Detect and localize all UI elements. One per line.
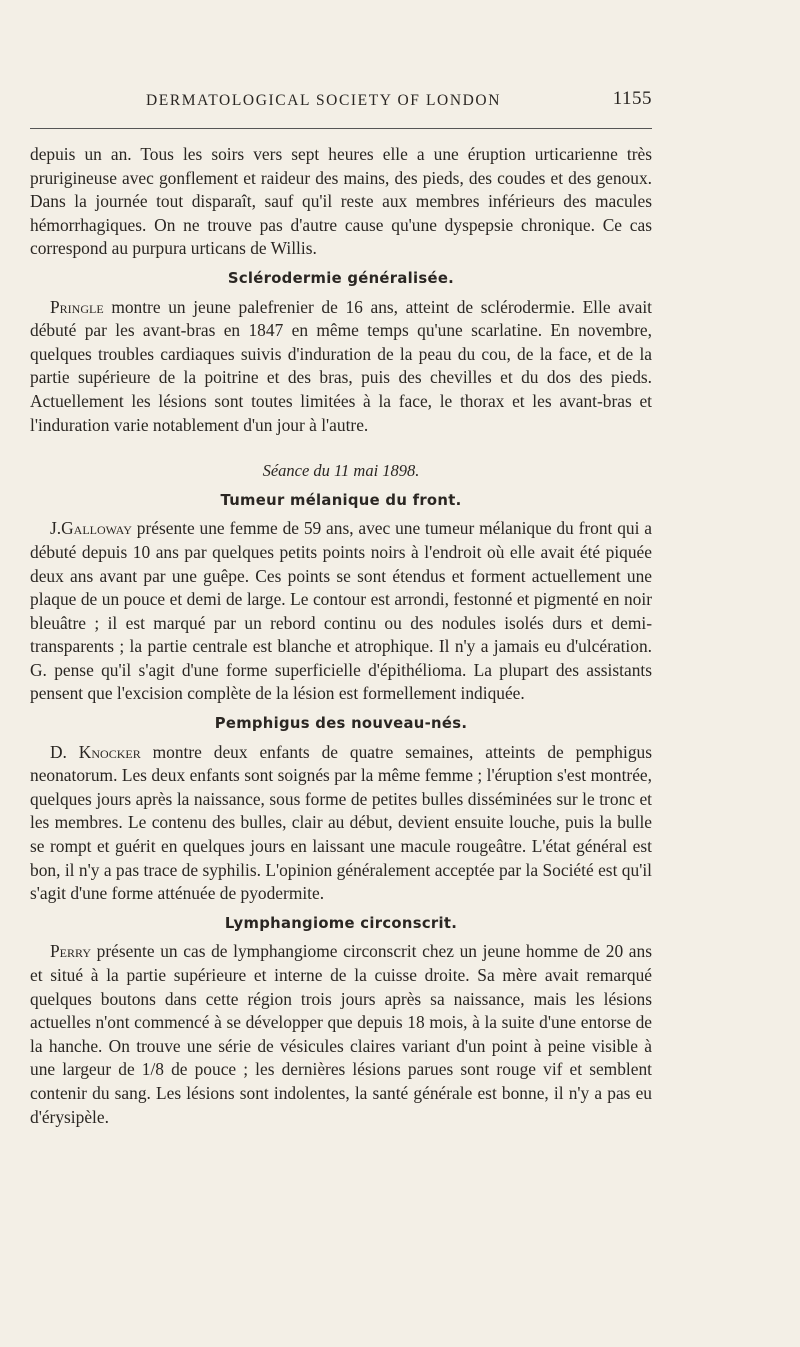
- page-body: [30, 143, 652, 1129]
- author-name: J.Galloway: [50, 518, 132, 539]
- paragraph-text: présente une femme de 59 ans, avec une tumeur mélanique du front qui a débuté depuis 10 ans par quelques petits points noirs à l'endroit où elle avait été piquée deux ans avant par une guêpe. Ces points se sont étendus et forment actuellement une plaque de un pouce et demi de large. Le contour est arrondi, festonné et pigmenté en noir bleuâtre ; il est marqué par un rebord continu ou des nodules isolés durs et demi-transparents ; la partie centrale est blanche et atrophique. Il n'y a jamais eu d'ulcération. G. pense qu'il s'agit d'une forme superficielle d'épithélioma. La plupart des assistants pensent que l'excision complète de la lésion est formellement indiquée.: [30, 518, 652, 704]
- paragraph-text: montre un jeune palefrenier de 16 ans, atteint de sclérodermie. Elle avait débuté par les avant-bras en 1847 en même temps qu'une scarlatine. En novembre, quelques troubles cardiaques suivis d'induration de la peau du cou, de la face, et de la partie supérieure de la poitrine et des bras, puis des chevilles et du dos des pieds. Actuellement les lésions sont toutes limitées à la face, le thorax et les avant-bras et l'induration varie notablement d'un jour à l'autre.: [30, 296, 652, 435]
- section-heading-lymphangiome: Lymphangiome circonscrit.: [224, 914, 458, 932]
- section-heading-sclerodermie: Sclérodermie généralisée.: [227, 269, 455, 287]
- paragraph-sclerodermie: [30, 296, 652, 438]
- paragraph-text: présente un cas de lymphangiome circonscrit chez un jeune homme de 20 ans et situé à la partie supérieure et interne de la cuisse droite. Sa mère avait remarqué quelques boutons dans cette région trois jours après sa naissance, mais les lésions actuelles n'ont commencé à se développer que depuis 18 mois, à la suite d'une entorse de la hanche. On trouve une série de vésicules claires variant d'un point à peine visible à une largeur de 1/8 de pouce ; les dernières lésions parues sont rouge vif et semblent contenir du sang. Les lésions sont indolentes, la santé générale est bonne, il n'y a pas eu d'érysipèle.: [30, 941, 652, 1127]
- paragraph-lymphangiome: [30, 940, 652, 1129]
- page-header: [30, 88, 652, 118]
- paragraph-tumeur: [30, 517, 652, 706]
- section-heading-pemphigus: Pemphigus des nouveau-nés.: [214, 715, 468, 733]
- paragraph-continued: depuis un an. Tous les soirs vers sept heures elle a une éruption urticarienne très prurigineuse avec gonflement et raideur des mains, des pieds, des coudes et des genoux. Dans la journée tout disparaît, sauf qu'il reste aux membres inférieurs des macules hémorrhagiques. On ne trouve pas d'autre cause qu'une dyspepsie chronique. Ce cas correspond au purpura urticans de Willis.: [30, 144, 652, 259]
- paragraph-text: montre deux enfants de quatre semaines, atteints de pemphigus neonatorum. Les deux enfants sont soignés par la même femme ; l'éruption s'est montrée, quelques jours après la naissance, sous forme de petites bulles disséminées sur le tronc et les membres. Le contenu des bulles, clair au début, devient ensuite louche, puis la bulle se rompt et guérit en quelques jours en laissant une macule rougeâtre. L'état général est bon, il n'y a pas trace de syphilis. L'opinion généralement acceptée par la Société est qu'il s'agit d'une forme atténuée de pyodermite.: [30, 741, 652, 904]
- author-name: D. Knocker: [50, 741, 141, 762]
- header-rule: [30, 128, 652, 129]
- paragraph-pemphigus: [30, 741, 652, 906]
- section-heading-tumeur: Tumeur mélanique du front.: [220, 491, 462, 509]
- page-number: 1155: [612, 88, 652, 109]
- author-name: Pringle: [50, 296, 104, 317]
- running-title: DERMATOLOGICAL SOCIETY OF LONDON: [146, 92, 502, 109]
- session-date: Séance du 11 mai 1898.: [262, 461, 420, 481]
- author-name: Perry: [50, 941, 92, 962]
